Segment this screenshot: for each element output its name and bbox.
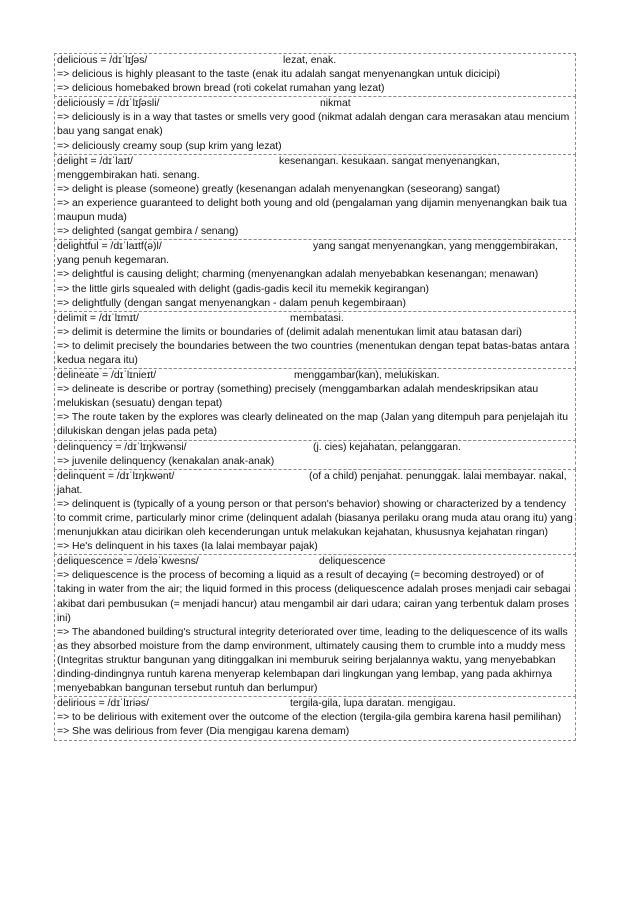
entry-meaning: membatasi. <box>290 312 344 324</box>
entry-example-line: => to delimit precisely the boundaries between the two countries (menentukan dengan tepat batas-batas antara kedua negara itu) <box>57 340 570 366</box>
entry-meaning: (j. cies) kejahatan, pelanggaran. <box>313 441 461 453</box>
dictionary-entry <box>54 239 576 311</box>
dictionary-entry <box>54 311 576 369</box>
entry-example-line: => The route taken by the explores was clearly delineated on the map (Jalan yang ditempuh para penjelajah itu dilukiskan dengan jelas pada peta) <box>57 412 569 438</box>
entry-meaning: deliquescence <box>319 556 386 568</box>
entry-headword: delicious = /dɪˈlɪʃəs/ <box>57 55 148 66</box>
entry-example-line: => delicious homebaked brown bread (roti cokelat rumahan yang lezat) <box>57 83 385 95</box>
entry-meaning: yang sangat menyenangkan, yang menggembirakan, yang penuh kegemaran. <box>57 241 558 267</box>
entry-headline <box>57 155 573 183</box>
entry-definition-line: => delightful is causing delight; charming (menyenangkan adalah menyebabkan kesenangan; menawan) <box>57 269 539 281</box>
entry-headword: delirious = /dɪˈlɪriəs/ <box>57 698 149 710</box>
entry-headline <box>57 369 573 383</box>
entry-example-line: => delightfully (dengan sangat menyenangkan - dalam penuh kegembiraan) <box>57 297 406 309</box>
dictionary-entry <box>54 469 576 556</box>
dictionary-entry <box>54 554 576 697</box>
entry-meaning: (of a child) penjahat. penunggak. lalai membayar. nakal, jahat. <box>57 470 567 496</box>
dictionary-entry <box>54 368 576 440</box>
entry-meaning: nikmat <box>320 98 351 110</box>
entry-definition-line: => delineate is describe or portray (something) precisely (menggambarkan adalah mendeskripsikan atau melukiskan (sesuatu) dengan tepat) <box>57 384 539 410</box>
entry-example-line: => juvenile delinquency (kenakalan anak-anak) <box>57 455 275 467</box>
entry-headline <box>57 555 573 569</box>
entry-headword: delight = /dɪˈlaɪt/ <box>57 155 133 167</box>
entry-meaning: tergila-gila, lupa daratan. mengigau. <box>290 698 456 710</box>
entry-definition-line: => delight is please (someone) greatly (kesenangan adalah menyenangkan (seseorang) sangat) <box>57 183 501 195</box>
entry-example-line: => He's delinquent in his taxes (Ia lalai membayar pajak) <box>57 541 318 553</box>
entry-meaning: lezat, enak. <box>283 55 337 66</box>
entry-example-line: => The abandoned building's structural integrity deteriorated over time, leading to the deliquescence of its walls as they absorbed moisture from the damp environment, ultimately causing them to crumble into a muddy mess (Integritas struktur bangunan yang ditinggalkan ini memburuk seiring berjalannya waktu, yang menyebabkan dinding-dindingnya runtuh karena menyerap kelembapan dari lingkungan yang lembap, yang pada akhirnya menyebabkan bangunan tersebut runtuh dan berlumpur) <box>57 626 568 695</box>
entry-definition-line: => delicious is highly pleasant to the taste (enak itu adalah sangat menyenangkan untuk dicicipi) <box>57 69 501 81</box>
entry-example-line: => to be delirious with exitement over the outcome of the election (tergila-gila gembira karena hasil pemilihan) <box>57 712 562 724</box>
entry-headline <box>57 240 573 268</box>
entry-headword: delightful = /dɪˈlaɪtf(ə)l/ <box>57 241 162 253</box>
dictionary-entry <box>54 440 576 470</box>
entry-meaning: menggambar(kan), melukiskan. <box>294 370 440 382</box>
entry-headline <box>57 441 573 455</box>
dictionary-entry <box>54 696 576 740</box>
entry-headline <box>57 697 573 711</box>
dictionary-entry <box>54 53 576 97</box>
entry-example-line: => She was delirious from fever (Dia mengigau karena demam) <box>57 726 350 738</box>
entry-headword: deliciously = /dɪˈlɪʃəsli/ <box>57 98 160 110</box>
entry-headword: delinquency = /dɪˈlɪŋkwənsi/ <box>57 441 187 453</box>
dictionary-entry <box>54 96 576 154</box>
entry-definition-line: => delimit is determine the limits or boundaries of (delimit adalah menentukan limit atau batasan dari) <box>57 326 522 338</box>
entry-headline <box>57 97 573 111</box>
entry-example-line: => the little girls squealed with delight (gadis-gadis kecil itu memekik kegirangan) <box>57 283 429 295</box>
entry-headword: deliquescence = /deləˈkwesns/ <box>57 556 199 568</box>
dictionary-entry <box>54 154 576 241</box>
dictionary-page <box>54 54 576 741</box>
entry-example-line: => deliciously creamy soup (sup krim yang lezat) <box>57 140 282 152</box>
entry-definition-line: => deliquescence is the process of becoming a liquid as a result of decaying (= becoming destroyed) or of taking in water from the air; the liquid formed in this process (deliquescence adalah proses menjadi cair sebagai akibat dari pembusukan (= menjadi hancur) atau mengambil air dari udara; cairan yang terbentuk dalam proses ini) <box>57 570 571 624</box>
entry-headline <box>57 470 573 498</box>
entry-definition-line: => delinquent is (typically of a young person or that person's behavior) showing or characterized by a tendency to commit crime, particularly minor crime (delinquent adalah (biasanya perilaku orang muda atau orang itu) yang menunjukkan atau dicirikan oleh kecenderungan untuk melakukan kejahatan, khususnya kejahatan ringan) <box>57 498 573 539</box>
entry-headline <box>57 54 573 68</box>
entry-headline <box>57 312 573 326</box>
entry-headword: delinquent = /dɪˈlɪŋkwənt/ <box>57 470 175 482</box>
entry-definition-line: => deliciously is in a way that tastes or smells very good (nikmat adalah dengan cara merasakan atau mencium bau yang sangat enak) <box>57 112 570 138</box>
entry-headword: delineate = /dɪˈlɪnieɪt/ <box>57 370 157 382</box>
entry-example-line: => delighted (sangat gembira / senang) <box>57 226 239 238</box>
entry-headword: delimit = /dɪˈlɪmɪt/ <box>57 312 139 324</box>
entry-example-line: => an experience guaranteed to delight both young and old (pengalaman yang dijamin menyenangkan baik tua maupun muda) <box>57 197 568 224</box>
entry-meaning: kesenangan. kesukaan. sangat menyenangkan, menggembirakan hati. senang. <box>57 155 500 181</box>
